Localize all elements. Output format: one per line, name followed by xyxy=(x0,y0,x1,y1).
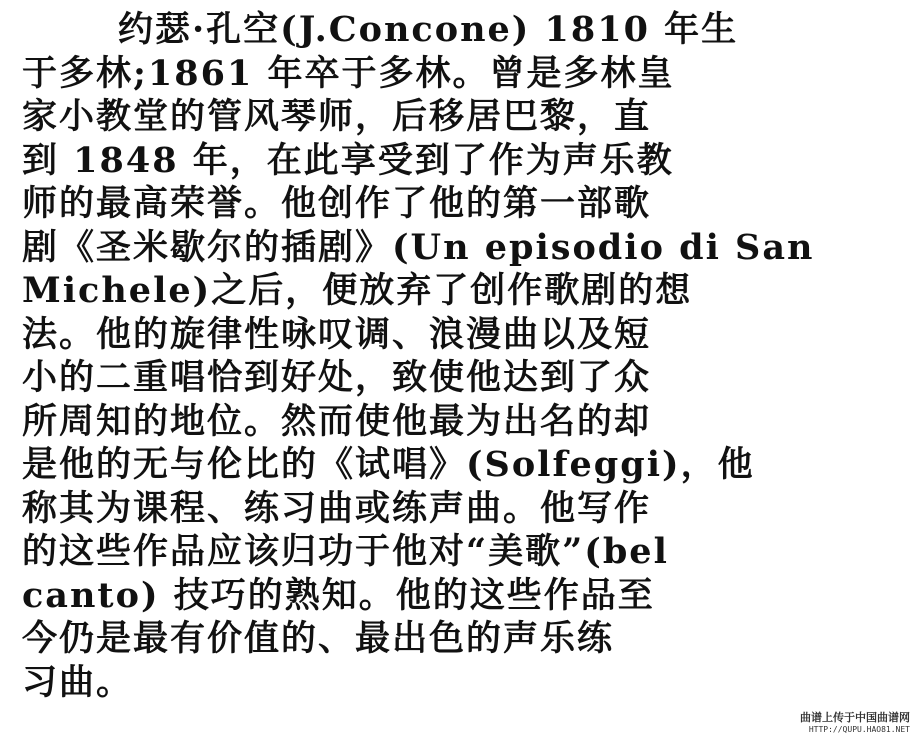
text-line: 于多林;1861 年卒于多林。曾是多林皇 xyxy=(22,52,675,94)
text-line: 小的二重唱恰到好处，致使他达到了众 xyxy=(22,357,652,398)
text-line: 今仍是最有价值的、最出色的声乐练 xyxy=(22,618,615,659)
text-line: 所周知的地位。然而使他最为出名的却 xyxy=(22,400,652,442)
body-paragraph xyxy=(22,8,872,704)
text-line: 习曲。 xyxy=(22,661,134,703)
text-line: 到 1848 年，在此享受到了作为声乐教 xyxy=(22,139,674,181)
text-line: 家小教堂的管风琴师，后移居巴黎，直 xyxy=(22,96,652,137)
text-line: 法。他的旋律性咏叹调、浪漫曲以及短 xyxy=(22,313,652,355)
text-line: Michele)之后，便放弃了创作歌剧的想 xyxy=(22,270,693,311)
text-line: 师的最高荣誉。他创作了他的第一部歌 xyxy=(22,183,652,224)
text-line: 称其为课程、练习曲或练声曲。他写作 xyxy=(22,487,652,529)
text-line: canto) 技巧的熟知。他的这些作品至 xyxy=(22,574,655,616)
watermark-url: HTTP://QUPU.HAO81.NET xyxy=(808,724,910,734)
text-line: 的这些作品应该归功于他对“美歌”(bel xyxy=(22,531,669,572)
site-watermark xyxy=(800,712,910,734)
text-line: 剧《圣米歇尔的插剧》(Un episodio di San xyxy=(22,226,815,268)
text-line: 是他的无与伦比的《试唱》(Solfeggi)，他 xyxy=(22,444,755,485)
watermark-title: 曲谱上传于中国曲谱网 xyxy=(800,711,910,725)
text-line: 约瑟·孔空(J.Concone) 1810 年生 xyxy=(118,9,739,50)
